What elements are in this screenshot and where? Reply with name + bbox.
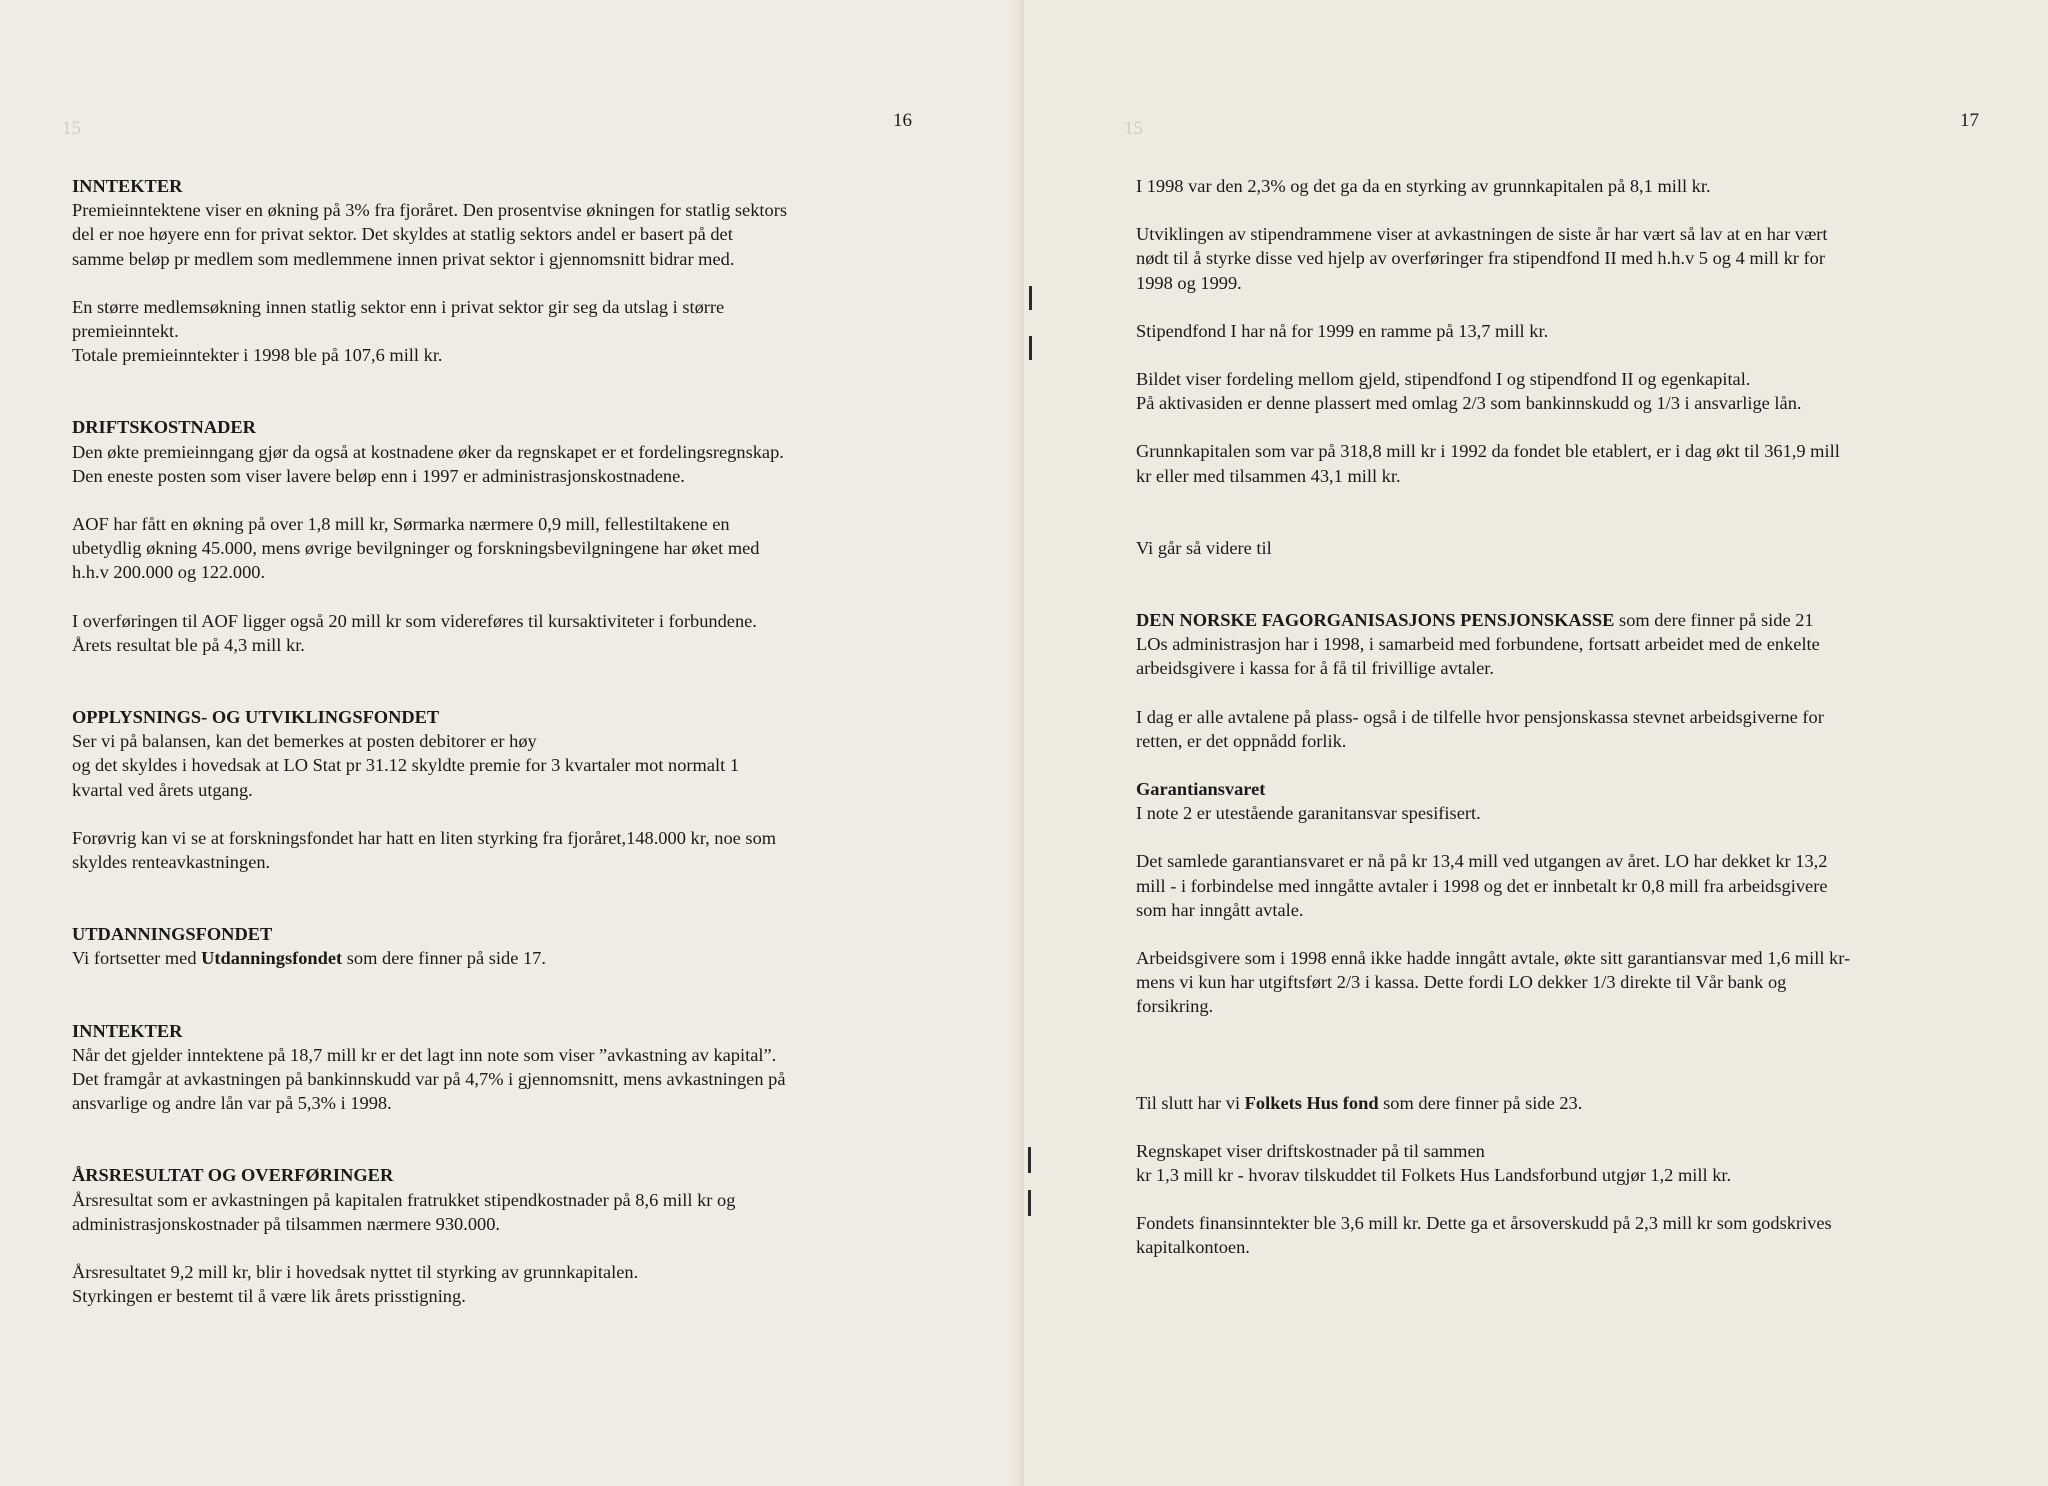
margin-mark	[1029, 286, 1032, 310]
paragraph: Ser vi på balansen, kan det bemerkes at posten debitorer er høy og det skyldes i hovedsak at LO Stat pr 31.12 skyldte premie for 3 kvartaler mot normalt 1 kvartal ved årets utgang.	[72, 731, 740, 800]
page-number: 17	[1960, 110, 1979, 131]
paragraph: Når det gjelder inntektene på 18,7 mill kr er det lagt inn note som viser ”avkastning av kapital”. Det framgår at avkastningen på bankinnskudd var på 4,7% i gjennomsnitt, mens avkastningen på ansvarlige og andre lån var på 5,3% i 1998.	[72, 1044, 786, 1114]
paragraph: AOF har fått en økning på over 1,8 mill kr, Sørmarka nærmere 0,9 mill, fellestiltakene en ubetydlig økning 45.000, mens øvrige bevilgninger og forskningsbevilgningene har øket med h.h.v 200.000 og 122.000.	[72, 514, 760, 583]
paragraph: Regnskapet viser driftskostnader på til sammen kr 1,3 mill kr - hvorav tilskuddet til Folkets Hus Landsforbund utgjør 1,2 mill kr.	[1136, 1140, 1732, 1186]
paragraph: Den økte premieinngang gjør da også at kostnadene øker da regnskapet er et fordelingsregnskap. Den eneste posten som viser lavere beløp enn i 1997 er administrasjonskostnadene.	[72, 441, 784, 486]
text-run: som dere finner på side 23.	[1378, 1092, 1583, 1113]
paragraph: En større medlemsøkning innen statlig sektor enn i privat sektor gir seg da utslag i større premieinntekt. Totale premieinntekter i 1998 ble på 107,6 mill kr.	[72, 296, 725, 366]
paragraph: Årsresultatet 9,2 mill kr, blir i hovedsak nyttet til styrking av grunnkapitalen. Styrkingen er bestemt til å være lik årets prisstigning.	[72, 1262, 639, 1307]
bleed-through-page-number: 15	[1124, 118, 1143, 139]
paragraph: Bildet viser fordeling mellom gjeld, stipendfond I og stipendfond II og egenkapital. På aktivasiden er denne plassert med omlag 2/3 som bankinnskudd og 1/3 i ansvarlige lån.	[1136, 369, 1802, 414]
text-run: som dere finner på side 21 LOs administrasjon har i 1998, i samarbeid med forbundene, fortsatt arbeidet med de enkelte arbeidsgivere i kassa for å få til frivillige avtaler.	[1136, 610, 1820, 679]
section-heading: DRIFTSKOSTNADER	[72, 417, 256, 438]
bold-reference: Utdanningsfondet	[201, 948, 343, 969]
right-page	[1024, 0, 2048, 1486]
bleed-through-page-number: 15	[62, 118, 81, 139]
text-run: som dere finner på side 17.	[342, 948, 546, 969]
bold-reference: Folkets Hus fond	[1244, 1092, 1379, 1113]
paragraph: I note 2 er utestående garanitansvar spesifisert.	[1136, 803, 1481, 824]
paragraph: I 1998 var den 2,3% og det ga da en styrking av grunnkapitalen på 8,1 mill kr.	[1136, 176, 1711, 196]
paragraph: Utviklingen av stipendrammene viser at avkastningen de siste år har vært så lav at en har vært nødt til å styrke disse ved hjelp av overføringer fra stipendfond II med h.h.v 5 og 4 mill kr for 1998 og 1999.	[1136, 224, 1828, 293]
section-heading: INNTEKTER	[72, 176, 183, 196]
paragraph	[1136, 1091, 2016, 1115]
section-heading: OPPLYSNINGS- OG UTVIKLINGSFONDET	[72, 707, 440, 728]
paragraph: Forøvrig kan vi se at forskningsfondet har hatt en liten styrking fra fjoråret,148.000 kr, noe som skyldes renteavkastningen.	[72, 827, 777, 873]
paragraph: Vi går så videre til	[1136, 537, 1272, 558]
paragraph: Grunnkapitalen som var på 318,8 mill kr i 1992 da fondet ble etablert, er i dag økt til 361,9 mill kr eller med tilsammen 43,1 mill kr.	[1136, 441, 1840, 486]
paragraph: I overføringen til AOF ligger også 20 mill kr som videreføres til kursaktiviteter i forbundene. Årets resultat ble på 4,3 mill kr.	[72, 610, 757, 655]
text-run: Til slutt har vi	[1136, 1092, 1245, 1113]
margin-mark	[1029, 336, 1032, 360]
paragraph	[72, 946, 952, 970]
bold-reference: DEN NORSKE FAGORGANISASJONS PENSJONSKASSE	[1136, 610, 1615, 631]
subheading: Garantiansvaret	[1136, 779, 1266, 800]
paragraph: I dag er alle avtalene på plass- også i de tilfelle hvor pensjonskassa stevnet arbeidsgiverne for retten, er det oppnådd forlik.	[1136, 706, 1824, 751]
page-number: 16	[893, 110, 912, 131]
paragraph: Årsresultat som er avkastningen på kapitalen fratrukket stipendkostnader på 8,6 mill kr og administrasjonskostnader på tilsammen nærmere 930.000.	[72, 1189, 736, 1234]
margin-mark	[1028, 1190, 1031, 1216]
section-heading: INNTEKTER	[72, 1020, 183, 1041]
left-column	[72, 174, 952, 1309]
right-column	[1136, 174, 2016, 1260]
section-heading: UTDANNINGSFONDET	[72, 924, 273, 945]
paragraph	[1136, 608, 2016, 681]
paragraph: Stipendfond I har nå for 1999 en ramme på 13,7 mill kr.	[1136, 320, 1549, 341]
paragraph: Fondets finansinntekter ble 3,6 mill kr. Dette ga et årsoverskudd på 2,3 mill kr som godskrives kapitalkontoen.	[1136, 1213, 1832, 1258]
paragraph: Arbeidsgivere som i 1998 ennå ikke hadde inngått avtale, økte sitt garantiansvar med 1,6 mill kr- mens vi kun har utgiftsført 2/3 i kassa. Dette fordi LO dekker 1/3 direkte til Vår bank og forsikring.	[1136, 948, 1851, 1017]
paragraph: Premieinntektene viser en økning på 3% fra fjoråret. Den prosentvise økningen for statlig sektors del er noe høyere enn for privat sektor. Det skyldes at statlig sektors andel er basert på det samme beløp pr medlem som medlemmene innen privat sektor i gjennomsnitt bidrar med.	[72, 200, 787, 269]
section-heading: ÅRSRESULTAT OG OVERFØRINGER	[72, 1165, 394, 1186]
paragraph: Det samlede garantiansvaret er nå på kr 13,4 mill ved utgangen av året. LO har dekket kr 13,2 mill - i forbindelse med inngåtte avtaler i 1998 og det er innbetalt kr 0,8 mill fra arbeidsgivere som har inngått avtale.	[1136, 851, 1828, 920]
margin-mark	[1028, 1147, 1031, 1173]
text-run: Vi fortsetter med	[72, 948, 202, 969]
